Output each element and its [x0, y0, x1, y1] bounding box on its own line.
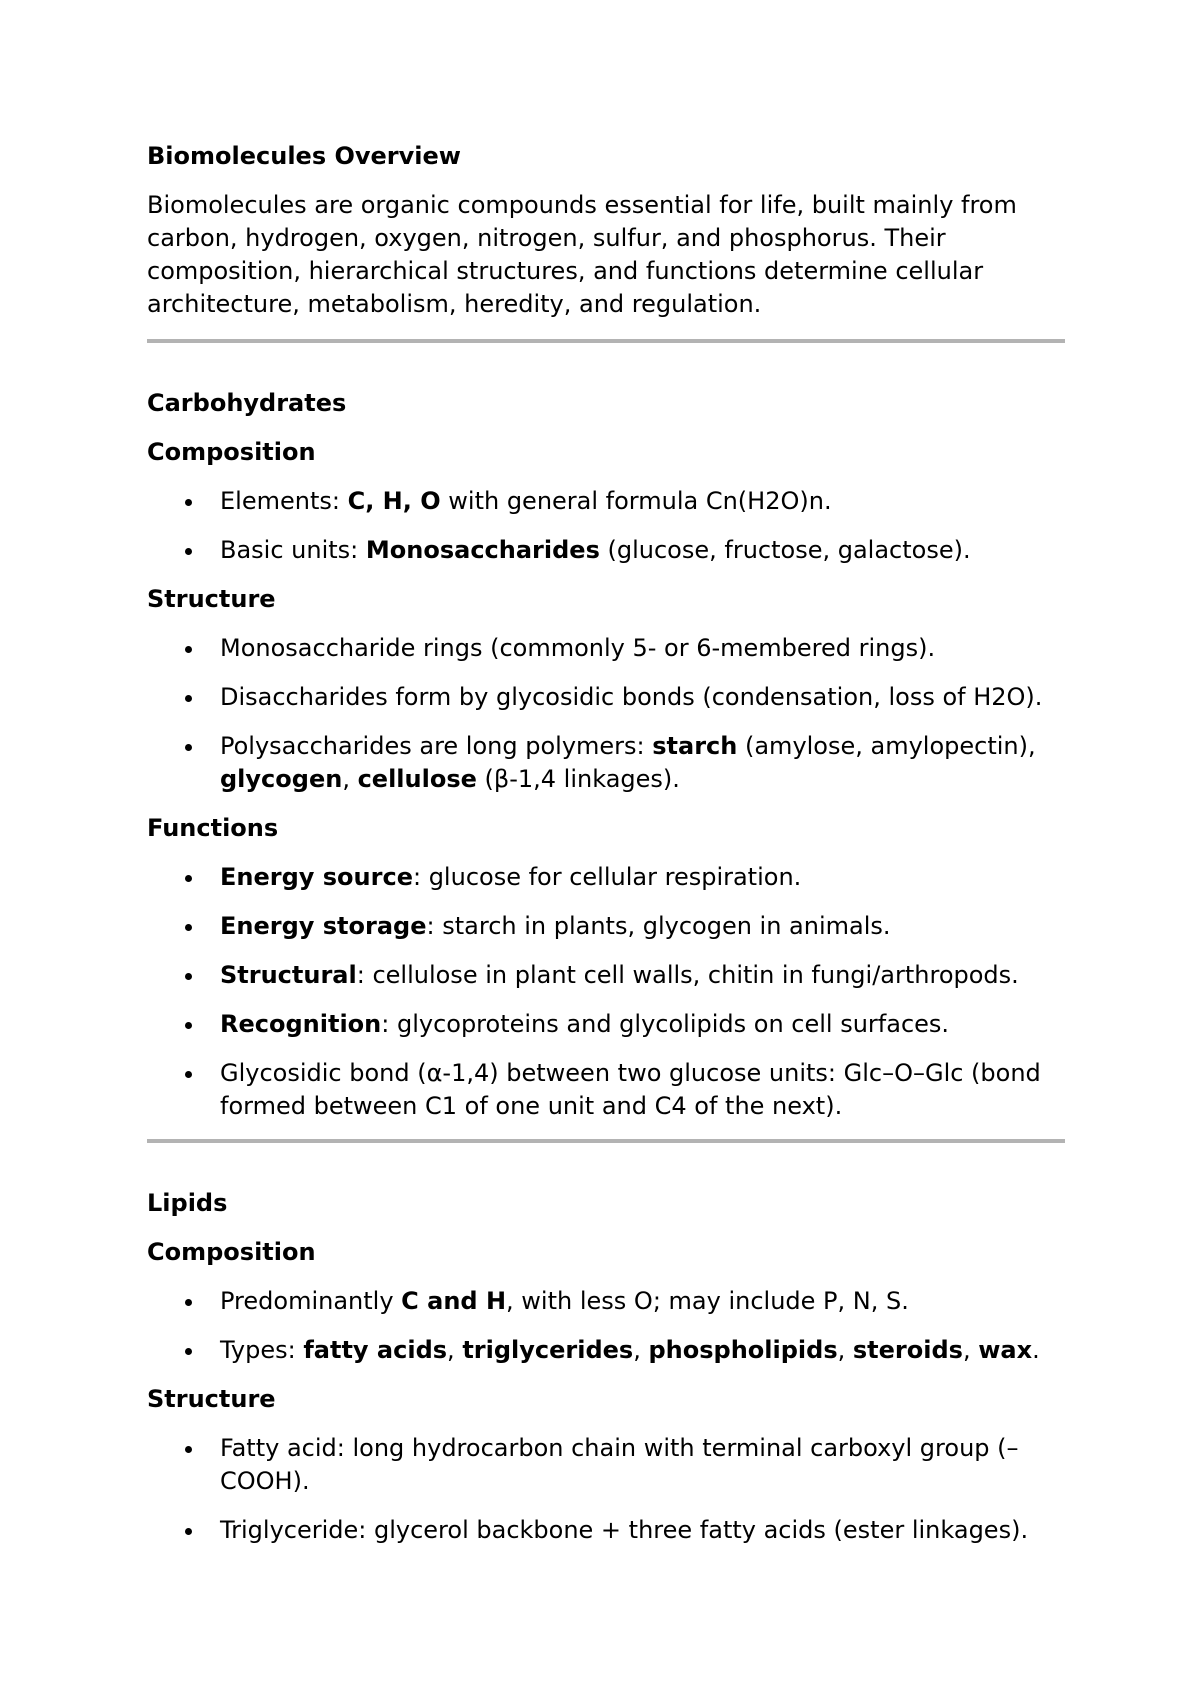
document-page: [147, 140, 1067, 1563]
overview-paragraph: Biomolecules are organic compounds essential for life, built mainly from carbon, hydrogen, oxygen, nitrogen, sulfur, and phosphorus. Their composition, hierarchical structures, and functions determine cellular architecture, metabolism, heredity, and regulation.: [147, 191, 1017, 318]
bullet-icon: [185, 548, 192, 555]
bullet-icon: [185, 924, 192, 931]
bullet-icon: [185, 1299, 192, 1306]
bullet-icon: [185, 499, 192, 506]
bold-term: phospholipids: [648, 1336, 838, 1364]
bullet-icon: [185, 1348, 192, 1355]
bullet-icon: [185, 1528, 192, 1535]
list-item: Energy storage: starch in plants, glycogen in animals.: [147, 910, 1067, 943]
section-divider: [147, 339, 1065, 343]
carbohydrates-title: Carbohydrates: [147, 389, 347, 417]
section-divider: [147, 1139, 1065, 1143]
bullet-icon: [185, 875, 192, 882]
bold-term: cellulose: [357, 765, 477, 793]
bullet-icon: [185, 1022, 192, 1029]
lipids-structure-heading: Structure: [147, 1385, 276, 1413]
list-item: Types: fatty acids, triglycerides, phospholipids, steroids, wax.: [147, 1334, 1067, 1367]
list-item: Elements: C, H, O with general formula Cn(H2O)n.: [147, 485, 1067, 518]
list-item: Triglyceride: glycerol backbone + three fatty acids (ester linkages).: [147, 1514, 1067, 1547]
list-item: Recognition: glycoproteins and glycolipids on cell surfaces.: [147, 1008, 1067, 1041]
bold-term: Structural: [220, 961, 357, 989]
carbohydrates-composition-heading: Composition: [147, 438, 316, 466]
bold-term: glycogen: [220, 765, 343, 793]
bullet-icon: [185, 744, 192, 751]
list-item: Predominantly C and H, with less O; may include P, N, S.: [147, 1285, 1067, 1318]
list-item: Polysaccharides are long polymers: starch (amylose, amylopectin), glycogen, cellulose (β-1,4 linkages).: [147, 730, 1067, 796]
list-item: Glycosidic bond (α-1,4) between two glucose units: Glc–O–Glc (bond formed between C1 of one unit and C4 of the next).: [147, 1057, 1067, 1123]
bold-term: Energy storage: [220, 912, 427, 940]
bold-term: starch: [652, 732, 738, 760]
list-item: Structural: cellulose in plant cell walls, chitin in fungi/arthropods.: [147, 959, 1067, 992]
bold-term: C, H, O: [347, 487, 441, 515]
list-item: Fatty acid: long hydrocarbon chain with terminal carboxyl group (–COOH).: [147, 1432, 1067, 1498]
list-item: Disaccharides form by glycosidic bonds (condensation, loss of H2O).: [147, 681, 1067, 714]
bold-term: steroids: [852, 1336, 963, 1364]
bullet-icon: [185, 1446, 192, 1453]
bold-term: Energy source: [220, 863, 413, 891]
lipids-structure-list: [147, 1432, 1067, 1547]
carbohydrates-composition-list: [147, 485, 1067, 567]
carbohydrates-functions-heading: Functions: [147, 814, 279, 842]
list-item: Basic units: Monosaccharides (glucose, fructose, galactose).: [147, 534, 1067, 567]
bullet-icon: [185, 1071, 192, 1078]
carbohydrates-structure-heading: Structure: [147, 585, 276, 613]
bold-term: triglycerides: [462, 1336, 634, 1364]
lipids-title: Lipids: [147, 1189, 228, 1217]
carbohydrates-functions-list: [147, 861, 1067, 1123]
bold-term: C and H: [401, 1287, 507, 1315]
list-item: Energy source: glucose for cellular respiration.: [147, 861, 1067, 894]
bold-term: fatty acids: [303, 1336, 448, 1364]
bullet-icon: [185, 973, 192, 980]
bold-term: Recognition: [220, 1010, 382, 1038]
lipids-composition-heading: Composition: [147, 1238, 316, 1266]
carbohydrates-structure-list: [147, 632, 1067, 796]
bullet-icon: [185, 695, 192, 702]
bold-term: Monosaccharides: [365, 536, 600, 564]
overview-title: Biomolecules Overview: [147, 142, 461, 170]
list-item: Monosaccharide rings (commonly 5- or 6-membered rings).: [147, 632, 1067, 665]
lipids-composition-list: [147, 1285, 1067, 1367]
bold-term: wax: [978, 1336, 1033, 1364]
bullet-icon: [185, 646, 192, 653]
